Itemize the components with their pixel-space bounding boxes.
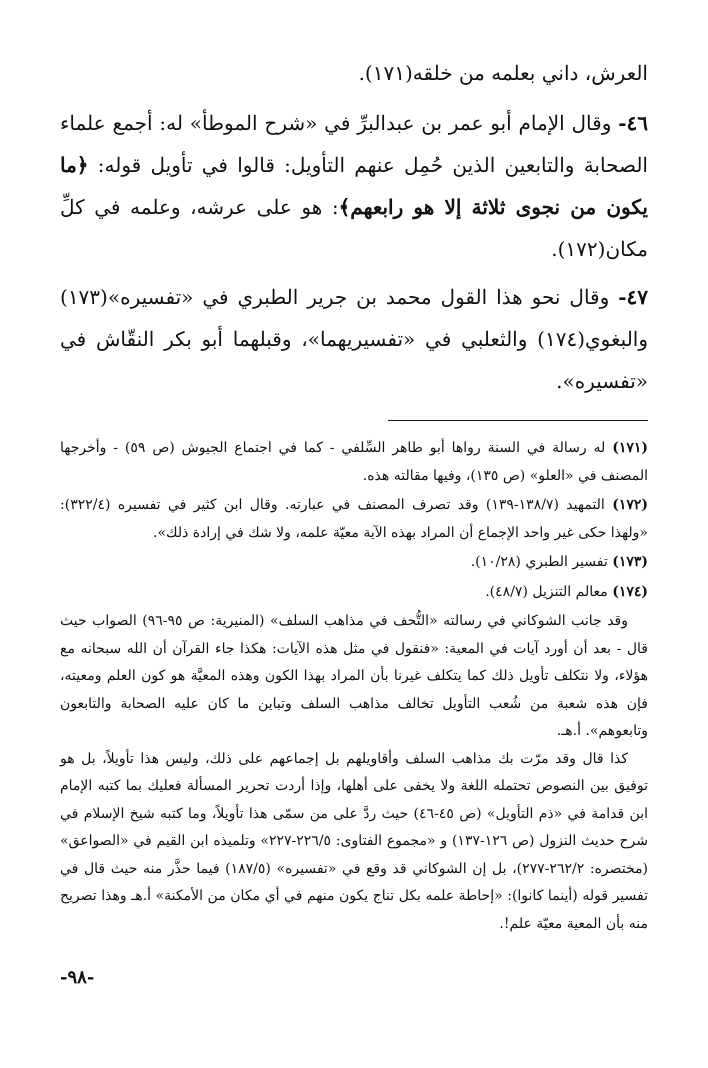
- footnote-172: [60, 492, 648, 547]
- paragraph-text: وقال نحو هذا القول محمد بن جرير الطبري في «تفسيره»(١٧٣) والبغوي(١٧٤) والثعلبي في «تفسيريهما»، وقبلهما أبو بكر النقّاش في «تفسيره».: [60, 285, 648, 393]
- footnote-text: التمهيد (١٣٨/٧-١٣٩) وقد تصرف المصنف في عبارته. وقال ابن كثير في تفسيره (٣٢٢/٤): «ولهذا حكى غير واحد الإجماع أن المراد بهذه الآية معيّة علمه، ولا شك في إرادة ذلك».: [60, 497, 648, 541]
- footnote-text: معالم التنزيل (٤٨/٧).: [485, 583, 608, 600]
- opening-line: العرش، داني بعلمه من خلقه(١٧١).: [358, 61, 648, 85]
- footnote-continuation: وقد جانب الشوكاني في رسالته «التُّحف في مذاهب السلف» (المنيرية: ص ٩٥-٩٦) الصواب حيث قال - بعد أن أورد آيات في المعية: «فنقول في مثل هذه الآيات: هكذا جاء القرآن أن الله سبحانه مع هؤلاء، ولا نتكلف تأويل ذلك كما يتكلف غيرنا بأن المراد بهذا الكون وهذه المعيَّة هو كون العلم ومعيته، فإن هذه شعبة من شُعب التأويل تخالف مذاهب السلف وتباين ما كان عليه الصحابة والتابعون وتابعوهم». أ.هـ.: [60, 613, 648, 739]
- footnote-ref: (١٧١): [612, 440, 649, 456]
- paragraph-number: ٤٦-: [618, 111, 649, 135]
- footnote-ref: (١٧٣): [612, 554, 648, 570]
- paragraph-47: [60, 276, 648, 402]
- footnote-continuation: كذا قال وقد مرّت بك مذاهب السلف وأقاويلهم بل إجماعهم على ذلك، وليس هذا تأويلاً، بل هو توفيق بين النصوص تحتمله اللغة ولا يخفى على أهلها، وإذا أردت تحرير المسألة فعليك بما كتبه الإمام ابن قدامة في «ذم التأويل» (ص ٤٥-٤٦) حيث ردَّ على من سمّى هذا تأويلاً، وما كتبه شيخ الإسلام في شرح حديث النزول (ص ١٢٦-١٣٧) و «مجموع الفتاوى: ٢٢٦/٥-٢٢٧» وتلميذه ابن القيم في «الصواعق» (مختصره: ٢٦٢/٢-٢٧٧)، بل إن الشوكاني قد وقع في «تفسيره» (١٨٧/٥) فيما حذَّر منه حيث قال في تفسير قوله (أينما كانوا): «إحاطة علمه بكل تناج يكون منهم في أي مكان من الأمكنة» أ.هـ وهذا تصريح منه بأن المعية معيّة علم!.: [60, 750, 649, 932]
- footnote-text: له رسالة في السنة رواها أبو طاهر السِّلفي - كما في اجتماع الجيوش (ص ٥٩) - وأخرجها المصنف في «العلو» (ص ١٣٥)، وفيها مقالته هذه.: [60, 440, 648, 484]
- footnote-171: [60, 435, 648, 490]
- quran-quote: ﴿ما يكون من نجوى ثلاثة إلا هو رابعهم﴾: [60, 153, 648, 219]
- footnote-separator: [388, 420, 648, 421]
- paragraph-number: ٤٧-: [618, 285, 649, 309]
- paragraph-text-before: وقال الإمام أبو عمر بن عبدالبرِّ في «شرح الموطأ» له: أجمع علماء الصحابة والتابعين الذين حُمِل عنهم التأويل: قالوا في تأويل قوله:: [60, 111, 648, 177]
- page: [60, 52, 648, 938]
- main-text: [60, 52, 648, 402]
- footnote-ref: (١٧٤): [612, 583, 648, 600]
- paragraph-text-after: : هو على عرشه، وعلمه في كلِّ مكان(١٧٢).: [60, 195, 648, 261]
- page-number: -٩٨-: [60, 967, 95, 988]
- paragraph-46: [60, 102, 648, 270]
- footnote-173: [60, 549, 648, 577]
- footnotes: [60, 435, 648, 938]
- footnote-ref: (١٧٢): [612, 497, 648, 513]
- footnote-text: تفسير الطبري (١٠/٢٨).: [470, 554, 608, 570]
- footnote-174: [60, 579, 648, 607]
